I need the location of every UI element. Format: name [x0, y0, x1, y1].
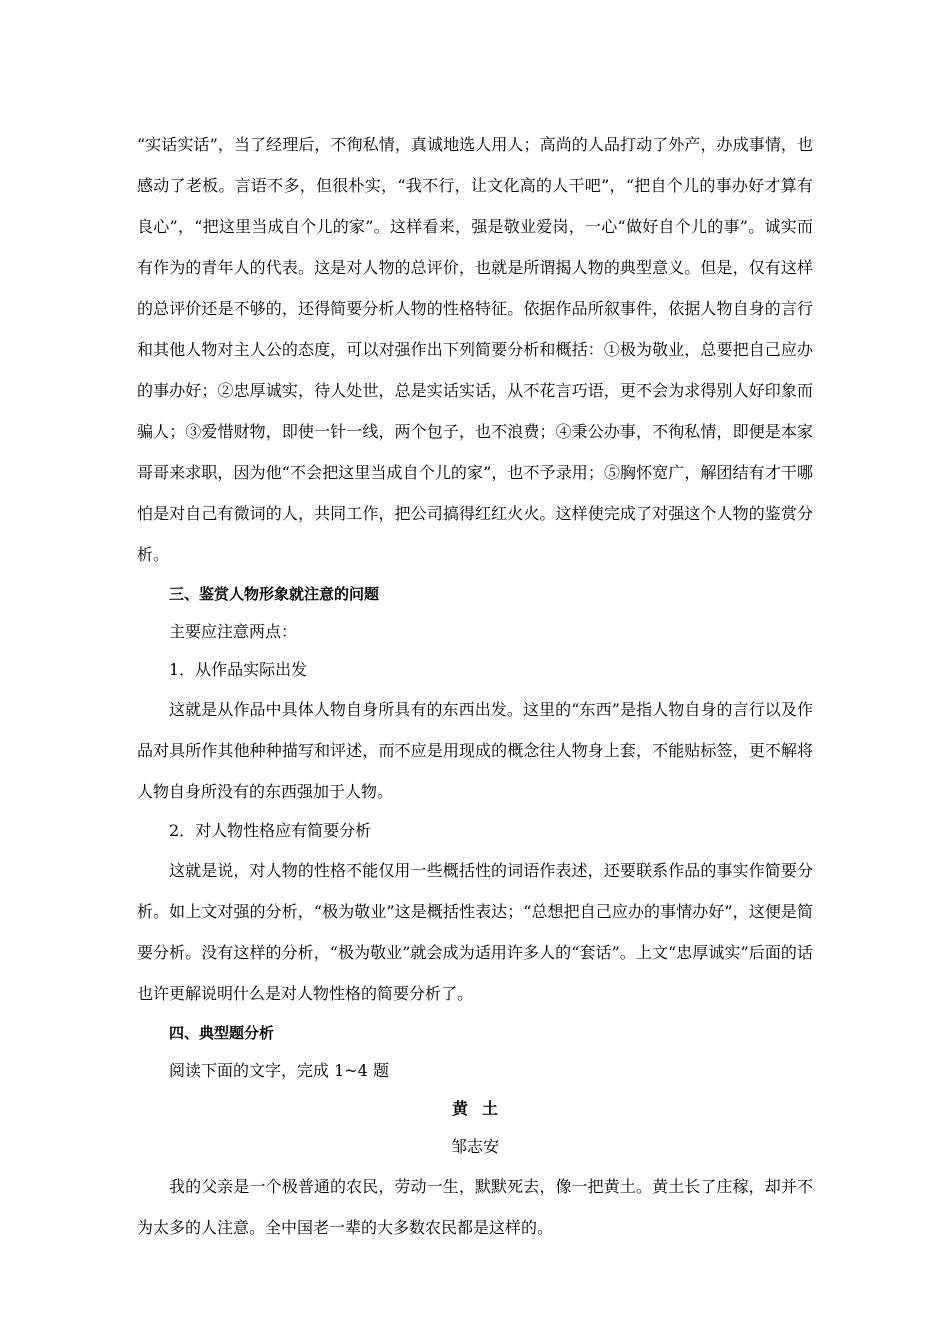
section-4-heading: 四、典型题分析 — [169, 1024, 275, 1042]
story-author: 邹志安 — [450, 1137, 499, 1156]
story-paragraph-1: 我的父亲是一个极普通的农民，劳动一生，默默死去，像一把黄土。黄土长了庄稼，却并不为太多的人注意。全中国老一辈的大多数农民都是这样的。 — [137, 1177, 813, 1237]
analysis-paragraph: “实话实话”，当了经理后，不徇私情，真诚地选人用人；高尚的人品打动了外产，办成事情，也感动了老板。言语不多，但很朴实，“我不行，让文化高的人干吧”，“把自个儿的事办好才算有良心”，“把这里当成自个儿的家”。这样看来，强是敬业爱岗，一心“做好自个儿的事”。诚实而有作为的青年人的代表。这是对人物的总评价，也就是所谓揭人物的典型意义。但是，仅有这样的总评价还是不够的，还得简要分析人物的性格特征。依据作品所叙事件，依据人物自身的言行和其他人物对主人公的态度，可以对强作出下列简要分析和概括：①极为敬业，总要把自己应办的事办好；②忠厚诚实，待人处世，总是实话实话，从不花言巧语，更不会为求得别人好印象而骗人；③爱惜财物，即使一针一线，两个包子，也不浪费；④秉公办事，不徇私情，即便是本家哥哥来求职，因为他“不会把这里当成自个儿的家”，也不予录用；⑤胸怀宽广，解团结有才干哪怕是对自己有微词的人，共同工作，把公司搞得红红火火。这样使完成了对强这个人物的鉴赏分析。 — [137, 135, 813, 564]
point-1-body: 这就是从作品中具体人物自身所具有的东西出发。这里的“东西”是指人物自身的言行以及作品对具所作其他种种描写和评述，而不应是用现成的概念往人物身上套，不能贴标签，更不解将人物自身所没有的东西强加于人物。 — [137, 700, 813, 801]
section-3-intro: 主要应注意两点： — [169, 622, 298, 641]
document-page — [137, 124, 813, 1248]
point-2-body: 这就是说，对人物的性格不能仅用一些概括性的词语作表述，还要联系作品的事实作简要分析。如上文对强的分析，“极为敬业”这是概括性表达；“总想把自己应办的事情办好”，这便是简要分析。没有这样的分析，“极为敬业”就会成为适用许多人的“套话”。上文“忠厚诚实”后面的话也许更解说明什么是对人物性格的简要分析了。 — [137, 861, 813, 1003]
point-1-title: 1．从作品实际出发 — [169, 660, 308, 679]
section-4-intro: 阅读下面的文字，完成 1~4 题 — [169, 1061, 389, 1080]
story-title: 黄土 — [451, 1099, 512, 1118]
section-3-heading: 三、鉴赏人物形象就注意的问题 — [169, 585, 380, 603]
point-2-title: 2．对人物性格应有简要分析 — [169, 821, 372, 840]
